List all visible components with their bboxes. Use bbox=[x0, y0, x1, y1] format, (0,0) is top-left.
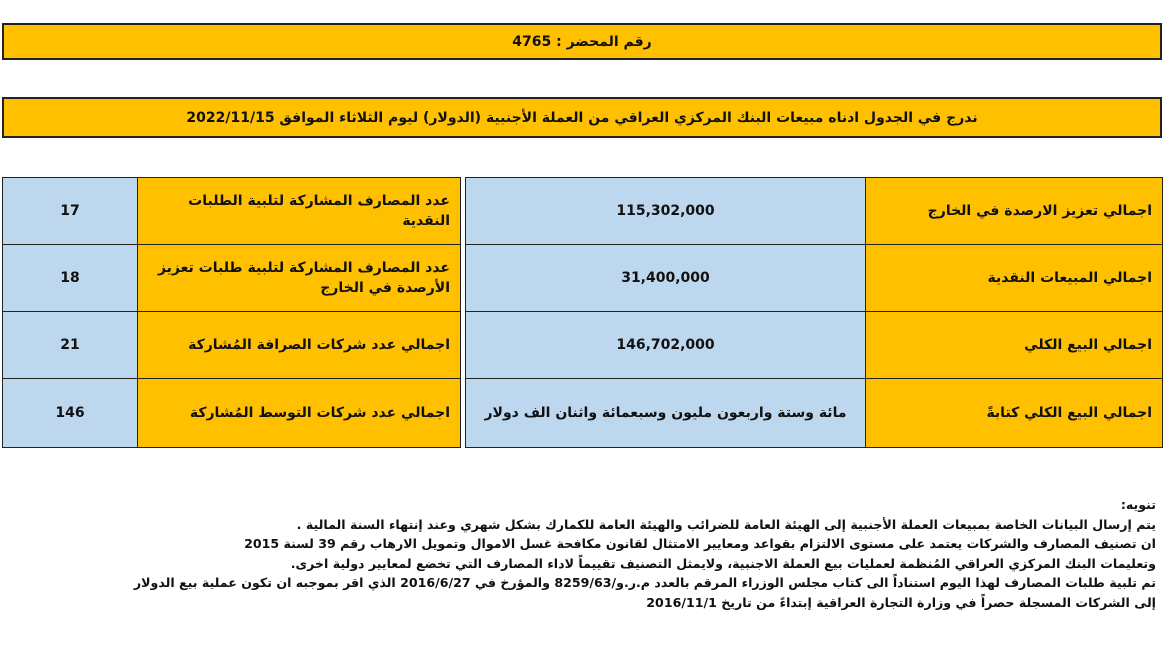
notes-line: إلى الشركات المسجلة حصراً في وزارة التجارة العراقية إبتداءً من تاريخ 2016/11/1 bbox=[646, 594, 1156, 610]
sales-value: 115,302,000 bbox=[466, 178, 866, 245]
table-row bbox=[3, 312, 461, 379]
count-value: 146 bbox=[3, 379, 138, 448]
table-row bbox=[466, 312, 1163, 379]
count-label: عدد المصارف المشاركة لتلبية الطلبات النقدية bbox=[138, 178, 461, 245]
sales-label: اجمالي تعزيز الارصدة في الخارج bbox=[866, 178, 1163, 245]
notes-section bbox=[6, 495, 1156, 612]
notes-title: تنويه: bbox=[1120, 497, 1156, 512]
table-row bbox=[3, 379, 461, 448]
notes-line: ان تصنيف المصارف والشركات يعتمد على مستوى الالتزام بقواعد ومعايير الامتثال لقانون مكافحة غسل الاموال وتمويل الارهاب رقم 39 لسنة 2015 bbox=[244, 536, 1156, 551]
notes-line: تم تلبية طلبات المصارف لهذا اليوم استناداً الى كتاب مجلس الوزراء المرقم بالعدد م.ر.و/8259/63 والمؤرخ في 2016/6/27 الذي اقر بموجبه ان تكون عملية بيع الدولار bbox=[133, 575, 1156, 590]
count-label: عدد المصارف المشاركة لتلبية طلبات تعزيز الأرصدة في الخارج bbox=[138, 245, 461, 312]
sales-label: اجمالي البيع الكلي bbox=[866, 312, 1163, 379]
count-label: اجمالي عدد شركات الصرافة المُشاركة bbox=[138, 312, 461, 379]
sales-table bbox=[465, 177, 1163, 448]
table-row bbox=[3, 245, 461, 312]
counts-table bbox=[2, 177, 461, 448]
notes-line: يتم إرسال البيانات الخاصة بمبيعات العملة الأجنبية إلى الهيئة العامة للضرائب والهيئة العامة للكمارك بشكل شهري وعند إنتهاء السنة المالية . bbox=[296, 516, 1156, 532]
notes-line: وتعليمات البنك المركزي العراقي المُنظمة لعمليات بيع العملة الاجنبية، ولايمثل التصنيف تقييماً لاداء المصارف التي تخضع لمعايير دولية اخرى. bbox=[290, 555, 1156, 571]
table-row bbox=[466, 178, 1163, 245]
count-value: 21 bbox=[3, 312, 138, 379]
record-number-bar bbox=[2, 23, 1162, 60]
sales-value: 146,702,000 bbox=[466, 312, 866, 379]
sales-label: اجمالي المبيعات النقدية bbox=[866, 245, 1163, 312]
sales-label: اجمالي البيع الكلي كتابةً bbox=[866, 379, 1163, 448]
record-number-text: رقم المحضر : 4765 bbox=[512, 33, 652, 50]
sales-value: 31,400,000 bbox=[466, 245, 866, 312]
intro-bar bbox=[2, 97, 1162, 138]
count-value: 18 bbox=[3, 245, 138, 312]
sales-value-written: مائة وستة واربعون مليون وسبعمائة واثنان الف دولار bbox=[466, 379, 866, 448]
intro-text: ندرج في الجدول ادناه مبيعات البنك المركزي العراقي من العملة الأجنبية (الدولار) ليوم الثلاثاء الموافق 2022/11/15 bbox=[186, 109, 978, 126]
table-row bbox=[3, 178, 461, 245]
count-label: اجمالي عدد شركات التوسط المُشاركة bbox=[138, 379, 461, 448]
count-value: 17 bbox=[3, 178, 138, 245]
table-row bbox=[466, 379, 1163, 448]
table-row bbox=[466, 245, 1163, 312]
